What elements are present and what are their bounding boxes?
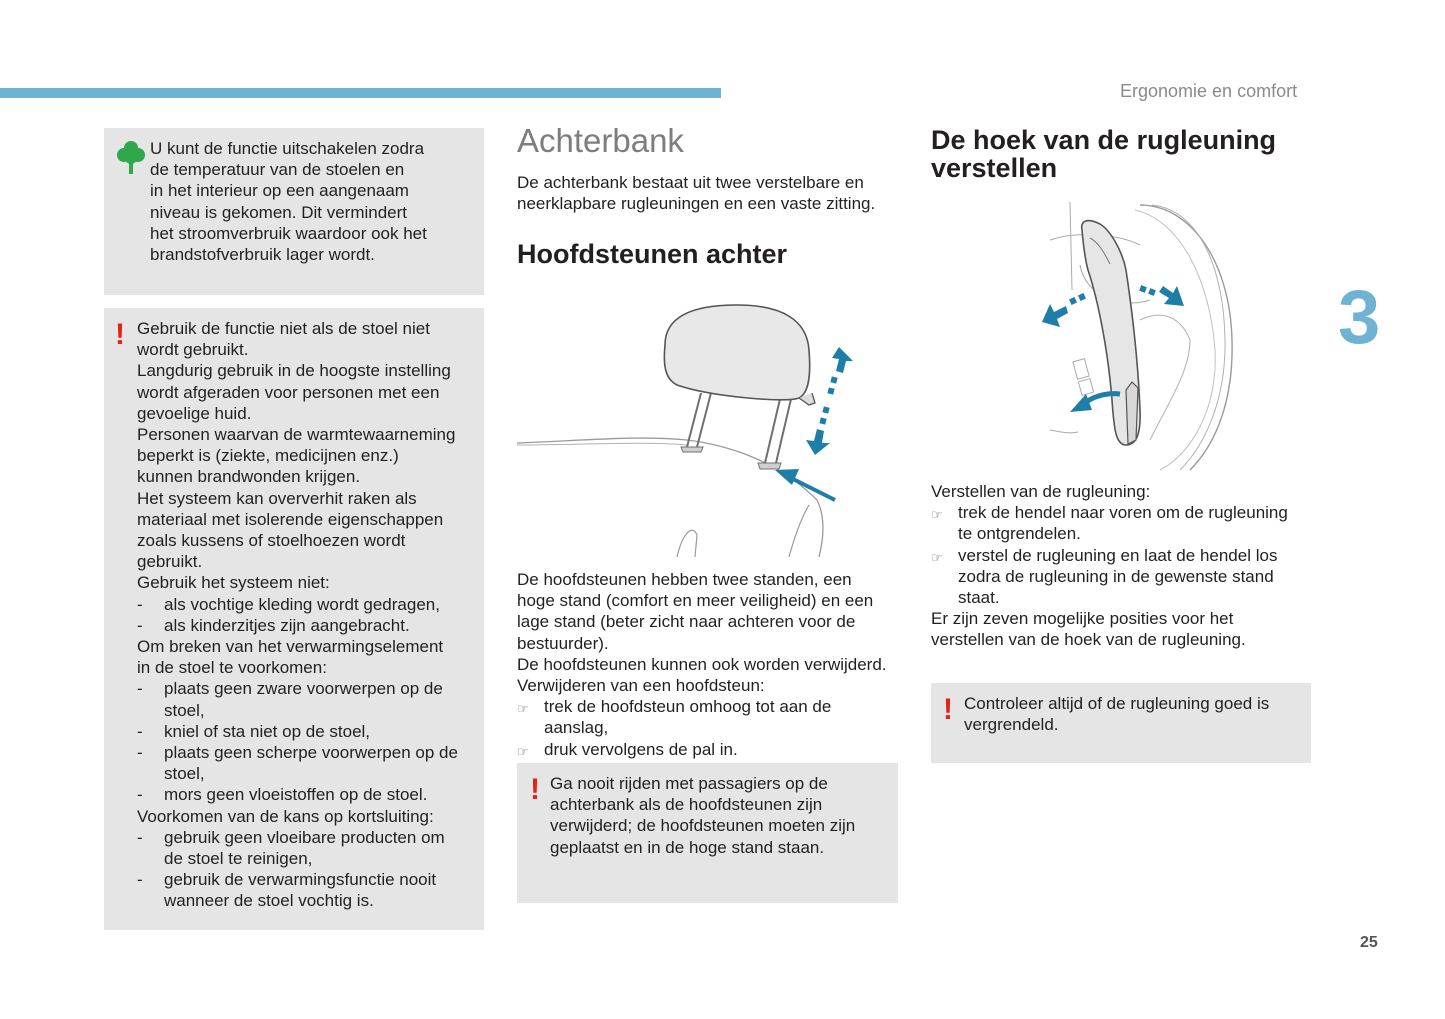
list-item-text: stoel, — [164, 764, 205, 784]
warning-text: achterbank als de hoofdsteunen zijn — [550, 795, 823, 815]
list-item — [137, 678, 478, 720]
step-text: trek de hendel naar voren om de rugleuning — [958, 503, 1288, 523]
body-text: De hoofdsteunen kunnen ook worden verwijderd. — [517, 654, 887, 674]
headrest-illustration — [517, 295, 897, 560]
warning-text: gevoelige huid. — [137, 403, 252, 423]
list-item-text: stoel, — [164, 700, 205, 720]
eco-note-line: de temperatuur van de stoelen en — [150, 160, 405, 180]
rear-headrests-title: Hoofdsteunen achter — [517, 239, 788, 269]
warning-text: verwijderd; de hoofdsteunen moeten zijn — [550, 816, 856, 836]
list-item-text: plaats geen scherpe voorwerpen op de — [164, 743, 458, 763]
intro-text: neerklapbare rugleuningen en een vaste zitting. — [517, 194, 876, 214]
warning-icon: ! — [943, 693, 953, 726]
list-item-text: plaats geen zware voorwerpen op de — [164, 679, 443, 699]
dash-marker: - — [137, 743, 143, 763]
step-text: aanslag, — [544, 718, 609, 738]
list-item — [137, 594, 478, 615]
eco-note-box — [104, 128, 484, 295]
warning-text: wordt gebruikt. — [137, 340, 249, 360]
warning-text: beperkt is (ziekte, medicijnen enz.) — [137, 446, 399, 466]
step-item — [517, 739, 902, 762]
list-item — [137, 869, 478, 911]
dash-marker: - — [137, 615, 143, 635]
pointing-hand-icon: ☞ — [931, 549, 943, 565]
warning-text: Het systeem kan oververhit raken als — [137, 488, 417, 508]
body-text: Er zijn zeven mogelijke posities voor het — [931, 609, 1234, 629]
rear-seat-title: Achterbank — [517, 122, 684, 159]
warning-text: Langdurig gebruik in de hoogste instelling — [137, 361, 451, 381]
dash-marker: - — [137, 785, 143, 805]
step-text: trek de hoofdsteun omhoog tot aan de — [544, 697, 832, 717]
dash-marker: - — [137, 679, 143, 699]
eco-note-line: het stroomverbruik waardoor ook het — [150, 223, 427, 243]
step-text: staat. — [958, 588, 1000, 608]
warning-text: gebruikt. — [137, 552, 203, 572]
list-item-text: wanneer de stoel vochtig is. — [164, 891, 374, 911]
list-item — [137, 721, 478, 742]
eco-note-line: U kunt de functie uitschakelen zodra — [150, 139, 425, 158]
header-accent-bar — [0, 88, 721, 98]
step-item — [931, 502, 1316, 544]
pointing-hand-icon: ☞ — [517, 743, 529, 759]
warning-text: kunnen brandwonden krijgen. — [137, 467, 361, 487]
intro-text: De achterbank bestaat uit twee verstelbare en — [517, 173, 864, 192]
warning-text: zoals kussens of stoelhoezen wordt — [137, 531, 406, 551]
list-item-text: de stoel te reinigen, — [164, 849, 313, 869]
warning-text: in de stoel te voorkomen: — [137, 658, 327, 678]
rear-headrests-text — [517, 569, 902, 762]
dash-marker: - — [137, 827, 143, 847]
step-text: verstel de rugleuning en laat de hendel los — [958, 545, 1278, 565]
warning-text: Gebruik het systeem niet: — [137, 573, 330, 593]
warning-text: Ga nooit rijden met passagiers op de — [550, 774, 828, 793]
body-text: verstellen van de hoek van de rugleuning. — [931, 630, 1246, 650]
warning-text: Om breken van het verwarmingselement — [137, 637, 444, 657]
body-text: Verstellen van de rugleuning: — [931, 482, 1151, 501]
step-text: zodra de rugleuning in de gewenste stand — [958, 566, 1274, 586]
list-item-text: als kinderzitjes zijn aangebracht. — [164, 615, 410, 635]
body-text: bestuurder). — [517, 633, 609, 653]
warning-text: geplaatst en in de hoge stand staan. — [550, 837, 825, 857]
step-text: te ontgrendelen. — [958, 524, 1081, 544]
pointing-hand-icon: ☞ — [517, 701, 529, 717]
dash-marker: - — [137, 721, 143, 741]
warning-text: wordt afgeraden voor personen met een — [137, 382, 440, 402]
eco-note-line: brandstofverbruik lager wordt. — [150, 245, 375, 265]
eco-note-line: niveau is gekomen. Dit vermindert — [150, 202, 408, 222]
warning-text: materiaal met isolerende eigenschappen — [137, 509, 444, 529]
body-text: hoge stand (comfort en meer veiligheid) en een — [517, 591, 874, 611]
warning-text: Personen waarvan de warmtewaarneming — [137, 425, 456, 445]
list-item — [137, 784, 478, 805]
list-item — [137, 827, 478, 869]
list-item — [137, 742, 478, 784]
list-item-text: gebruik geen vloeibare producten om — [164, 827, 445, 847]
body-text: Verwijderen van een hoofdsteun: — [517, 676, 765, 696]
rear-seat-intro — [517, 172, 902, 214]
dash-marker: - — [137, 870, 143, 890]
warning-text: Voorkomen van de kans op kortsluiting: — [137, 806, 434, 826]
body-text: lage stand (beter zicht naar achteren voor de — [517, 612, 856, 632]
eco-tree-icon — [116, 138, 146, 176]
section-title: Ergonomie en comfort — [1120, 81, 1298, 101]
dash-marker: - — [137, 594, 143, 614]
warning-text: vergrendeld. — [964, 715, 1059, 735]
title-line: verstellen — [931, 153, 1058, 183]
step-text: druk vervolgens de pal in. — [544, 739, 738, 759]
warning-icon: ! — [115, 318, 125, 351]
list-item-text: als vochtige kleding wordt gedragen, — [164, 594, 440, 614]
backrest-warning-box — [931, 683, 1311, 763]
warning-text: Gebruik de functie niet als de stoel niet — [137, 319, 430, 338]
body-text: De hoofdsteunen hebben twee standen, een — [517, 570, 852, 589]
list-item-text: mors geen vloeistoffen op de stoel. — [164, 785, 428, 805]
headrest-warning-box — [517, 763, 898, 903]
step-item — [517, 696, 902, 738]
list-item-text: gebruik de verwarmingsfunctie nooit — [164, 870, 437, 890]
list-item-text: kniel of sta niet op de stoel, — [164, 721, 371, 741]
backrest-angle-text — [931, 481, 1316, 651]
pointing-hand-icon: ☞ — [931, 507, 943, 523]
heating-warning-box — [104, 308, 484, 930]
page-number: 25 — [1360, 934, 1378, 951]
chapter-number: 3 — [1338, 275, 1381, 360]
backrest-angle-title — [931, 126, 1276, 182]
eco-note-line: in het interieur op een aangenaam — [150, 181, 409, 201]
warning-text: Controleer altijd of de rugleuning goed is — [964, 694, 1270, 713]
warning-icon: ! — [530, 773, 540, 806]
backrest-illustration — [1040, 200, 1240, 472]
step-item — [931, 545, 1316, 609]
title-line: De hoek van de rugleuning — [931, 125, 1277, 155]
list-item — [137, 615, 478, 636]
